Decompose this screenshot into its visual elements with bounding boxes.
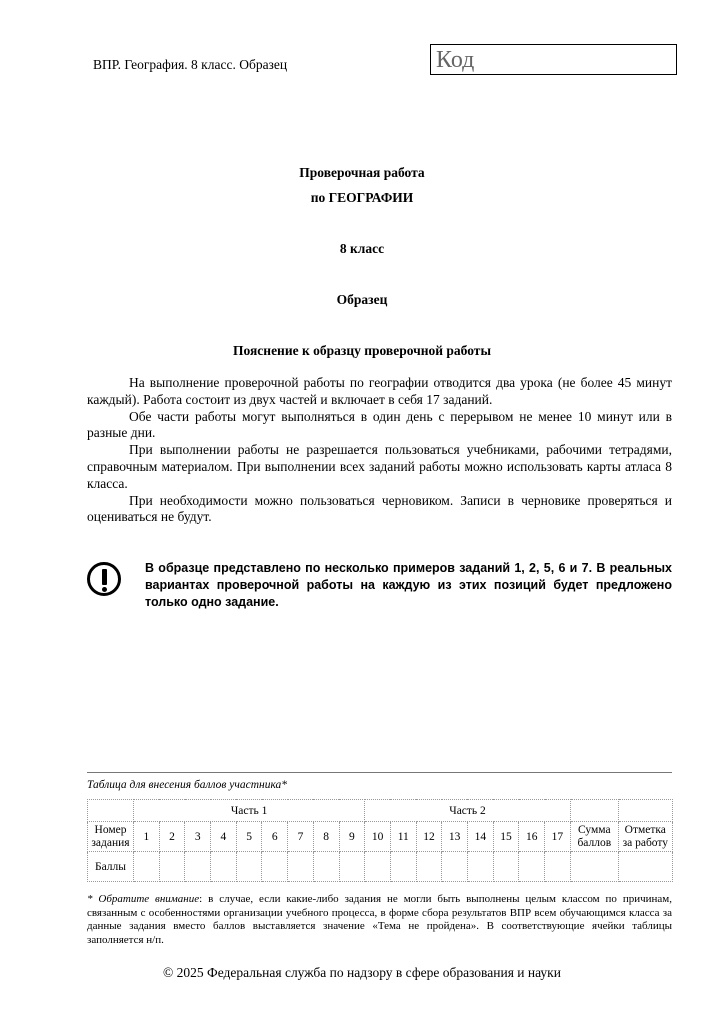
code-field[interactable] [430, 44, 677, 75]
part2-header: Часть 2 [365, 800, 571, 822]
notice-text: В образце представлено по несколько примеров заданий 1, 2, 5, 6 и 7. В реальных вариантах проверочной работы на каждую из этих позиций будет предложено только одно задание. [145, 561, 672, 609]
task-number: 11 [390, 822, 416, 852]
score-cell[interactable] [545, 852, 571, 882]
copyright: © 2025 Федеральная служба по надзору в сфере образования и науки [163, 965, 561, 980]
explanation-heading: Пояснение к образцу проверочной работы [233, 343, 491, 358]
intro-paragraph-4: При необходимости можно пользоваться черновиком. Записи в черновике проверяться и оцениваться не будут. [87, 492, 672, 525]
score-cell[interactable] [211, 852, 237, 882]
intro-text [87, 375, 672, 526]
score-cell[interactable] [416, 852, 442, 882]
task-number: 10 [365, 822, 391, 852]
task-number: 5 [236, 822, 262, 852]
table-corner-cell [88, 800, 134, 822]
part1-header: Часть 1 [134, 800, 365, 822]
task-number: 3 [185, 822, 211, 852]
grade-title: 8 класс [339, 241, 385, 256]
intro-paragraph-1: На выполнение проверочной работы по географии отводится два урока (не более 45 минут каждый). Работа состоит из двух частей и включает в себя 17 заданий. [87, 375, 672, 407]
task-number: 8 [313, 822, 339, 852]
score-cell[interactable] [288, 852, 314, 882]
intro-paragraph-3: При выполнении работы не разрешается пользоваться учебниками, рабочими тетрадями, справочным материалом. При выполнении всех заданий работы можно использовать карты атласа 8 класса. [87, 442, 672, 491]
task-number: 12 [416, 822, 442, 852]
intro-paragraph-2: Обе части работы могут выполняться в один день с перерывом не менее 10 минут или в разные дни. [87, 408, 672, 441]
task-number: 2 [159, 822, 185, 852]
divider [87, 772, 672, 773]
task-number: 7 [288, 822, 314, 852]
score-cell[interactable] [134, 852, 160, 882]
sum-header-spacer [570, 800, 618, 822]
task-number: 4 [211, 822, 237, 852]
task-number: 1 [134, 822, 160, 852]
footnote-lead: * Обратите внимание [87, 893, 200, 905]
score-cell[interactable] [339, 852, 365, 882]
footnote-text: : в случае, если какие-либо задания не могли быть выполнены целым классом по причинам, связанным с особенностями организации учебного процесса, в форме сбора результатов ВПР всем обучающимся класса за данные задания вместо баллов выставляется значение «Тема не пройдена». В соответствующие ячейки таблицы заполняется н/п. [87, 893, 672, 946]
score-cell[interactable] [390, 852, 416, 882]
score-cell[interactable] [519, 852, 545, 882]
score-cell[interactable] [185, 852, 211, 882]
sample-title: Образец [336, 292, 388, 307]
grade-header-spacer [618, 800, 672, 822]
task-number: 17 [545, 822, 571, 852]
task-number: 15 [493, 822, 519, 852]
task-number: 6 [262, 822, 288, 852]
task-number: 9 [339, 822, 365, 852]
doc-title-line1: Проверочная работа [299, 165, 425, 180]
score-cell[interactable] [442, 852, 468, 882]
doc-title-line2: по ГЕОГРАФИИ [310, 190, 414, 205]
task-number: 13 [442, 822, 468, 852]
score-table [87, 799, 673, 882]
score-cell[interactable] [262, 852, 288, 882]
score-cell[interactable] [313, 852, 339, 882]
header-title: ВПР. География. 8 класс. Образец [93, 57, 288, 72]
code-label: Код [436, 47, 475, 73]
score-cell[interactable] [236, 852, 262, 882]
score-cell[interactable] [159, 852, 185, 882]
score-cell[interactable] [493, 852, 519, 882]
sum-cell[interactable] [570, 852, 618, 882]
sum-label: Сумма баллов [570, 822, 618, 852]
exclamation-icon [87, 562, 121, 596]
grade-cell[interactable] [618, 852, 672, 882]
task-number: 14 [467, 822, 493, 852]
task-number: 16 [519, 822, 545, 852]
task-number-label: Номер задания [88, 822, 134, 852]
footnote [87, 893, 672, 947]
table-caption: Таблица для внесения баллов участника* [87, 779, 288, 791]
score-cell[interactable] [365, 852, 391, 882]
score-row-label: Баллы [88, 852, 134, 882]
grade-label: Отметка за работу [618, 822, 672, 852]
score-cell[interactable] [467, 852, 493, 882]
